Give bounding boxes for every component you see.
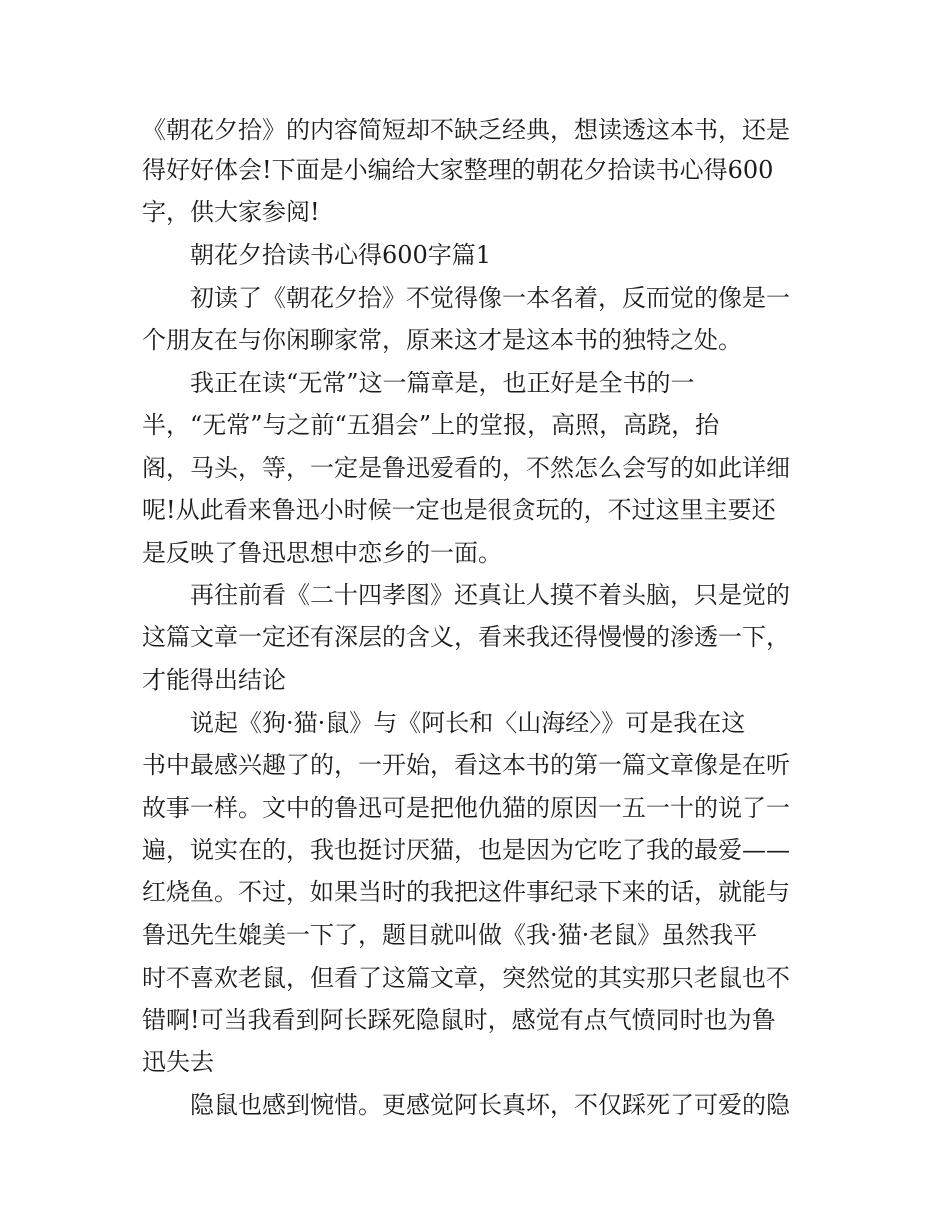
text-line: 错啊!可当我看到阿长踩死隐鼠时，感觉有点气愤同时也为鲁: [142, 1006, 776, 1034]
text-line: 半，“无常”与之前“五猖会”上的堂报，高照，高跷，抬: [142, 411, 720, 439]
text-line: 迅失去: [142, 1048, 214, 1076]
text-line: 字，供大家参阅!: [142, 198, 320, 226]
text-line: 我正在读“无常”这一篇章是，也正好是全书的一: [190, 369, 695, 397]
section-heading: 朝花夕拾读书心得600字篇1: [190, 241, 492, 269]
text-line: 得好好体会!下面是小编给大家整理的朝花夕拾读书心得600: [142, 156, 774, 184]
text-line: 故事一样。文中的鲁迅可是把他仇猫的原因一五一十的说了一: [142, 794, 790, 822]
text-line: 遍，说实在的，我也挺讨厌猫，也是因为它吃了我的最爱——: [142, 836, 790, 864]
text-line: 隐鼠也感到惋惜。更感觉阿长真坏，不仅踩死了可爱的隐: [190, 1091, 790, 1119]
text-line: 时不喜欢老鼠，但看了这篇文章，突然觉的其实那只老鼠也不: [142, 964, 790, 992]
text-line: 是反映了鲁迅思想中恋乡的一面。: [142, 539, 502, 567]
text-line: 阁，马头，等，一定是鲁迅爱看的，不然怎么会写的如此详细: [142, 454, 790, 482]
text-line: 再往前看《二十四孝图》还真让人摸不着头脑，只是觉的: [190, 581, 790, 609]
text-line: 才能得出结论: [142, 666, 286, 694]
text-line: 说起《狗·猫·鼠》与《阿长和〈山海经〉》可是我在这: [190, 709, 746, 737]
text-line: 呢!从此看来鲁迅小时候一定也是很贪玩的，不过这里主要还: [142, 496, 776, 524]
text-line: 初读了《朝花夕拾》不觉得像一本名着，反而觉的像是一: [190, 284, 790, 312]
text-line: 这篇文章一定还有深层的含义，看来我还得慢慢的渗透一下，: [142, 623, 790, 651]
text-line: 鲁迅先生媲美一下了，题目就叫做《我·猫·老鼠》虽然我平: [142, 921, 758, 949]
text-line: 书中最感兴趣了的，一开始，看这本书的第一篇文章像是在听: [142, 751, 790, 779]
text-line: 《朝花夕拾》的内容简短却不缺乏经典，想读透这本书，还是: [142, 116, 790, 144]
text-line: 个朋友在与你闲聊家常，原来这才是这本书的独特之处。: [142, 326, 742, 354]
text-line: 红烧鱼。不过，如果当时的我把这件事纪录下来的话，就能与: [142, 878, 790, 906]
